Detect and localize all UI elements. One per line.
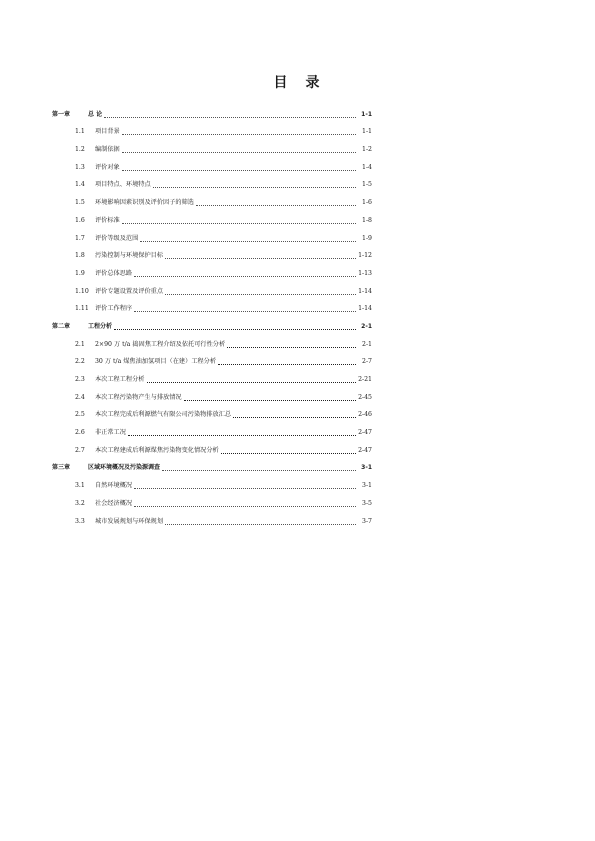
toc-entry-title: 评价标准 bbox=[95, 216, 120, 224]
toc-section-entry[interactable] bbox=[52, 472, 372, 490]
toc-entry-title: 城市发展规划与环保规划 bbox=[95, 517, 164, 525]
toc-section-entry[interactable] bbox=[52, 366, 372, 384]
toc-entry-page: 3-1 bbox=[362, 482, 372, 490]
toc-entry-page: 2-1 bbox=[361, 322, 372, 330]
toc-section-entry[interactable] bbox=[52, 225, 372, 243]
toc-section-entry[interactable] bbox=[52, 207, 372, 225]
toc-entry-title: 总 论 bbox=[88, 110, 103, 118]
toc-entry-number: 第二章 bbox=[52, 322, 71, 330]
toc-entry-number: 1.9 bbox=[75, 269, 85, 277]
toc-entry-title: 自然环境概况 bbox=[95, 482, 133, 490]
toc-entry-page: 2-46 bbox=[358, 411, 372, 419]
toc-section-entry[interactable] bbox=[52, 172, 372, 190]
toc-entry-title: 评价专题设置及评价重点 bbox=[95, 287, 164, 295]
toc-title bbox=[0, 72, 595, 92]
toc-entry-title: 项目背景 bbox=[95, 128, 120, 136]
toc-entry-number: 2.6 bbox=[75, 429, 85, 437]
toc-entry-page: 3-5 bbox=[362, 499, 372, 507]
toc-section-entry[interactable] bbox=[52, 490, 372, 508]
toc-entry-title: 2×90 万 t/a 捣固焦工程介绍及依托可行性分析 bbox=[95, 340, 226, 348]
toc-entry-title: 社会经济概况 bbox=[95, 499, 133, 507]
toc-entry-title: 评价总体思路 bbox=[95, 269, 133, 277]
toc-section-entry[interactable] bbox=[52, 189, 372, 207]
toc-entry-title: 项目特点、环境特点 bbox=[95, 181, 151, 189]
toc-entry-number: 2.1 bbox=[75, 340, 85, 348]
toc-entry-title: 区域环境概况及污染源调查 bbox=[88, 464, 161, 472]
dot-leader bbox=[134, 505, 356, 507]
dot-leader bbox=[134, 310, 356, 312]
toc-section-entry[interactable] bbox=[52, 119, 372, 137]
dot-leader bbox=[147, 381, 357, 383]
toc-entry-number: 1.2 bbox=[75, 146, 85, 154]
dot-leader bbox=[134, 275, 356, 277]
toc-entry-page: 3-1 bbox=[361, 464, 372, 472]
toc-entry-page: 1-1 bbox=[362, 128, 372, 136]
toc-entry-number: 1.11 bbox=[75, 305, 89, 313]
toc-entry-title: 本次工程工程分析 bbox=[95, 376, 145, 383]
toc-entry-title: 环境影响因素识别及评价因子的筛选 bbox=[95, 199, 194, 207]
toc-entry-title: 评价工作程序 bbox=[95, 305, 133, 313]
dot-leader bbox=[233, 416, 356, 418]
dot-leader bbox=[140, 240, 356, 242]
dot-leader bbox=[122, 222, 356, 224]
toc-chapter-entry[interactable] bbox=[52, 313, 372, 331]
toc-section-entry[interactable] bbox=[52, 331, 372, 349]
dot-leader bbox=[165, 293, 356, 295]
dot-leader bbox=[122, 169, 356, 171]
toc-entry-page: 1-1 bbox=[361, 110, 372, 118]
toc-section-entry[interactable] bbox=[52, 296, 372, 314]
dot-leader bbox=[165, 257, 356, 259]
toc-entry-title: 编制依据 bbox=[95, 146, 120, 154]
toc-entry-page: 1-13 bbox=[358, 269, 372, 277]
toc-entry-number: 3.3 bbox=[75, 517, 85, 525]
toc-entry-page: 2-47 bbox=[358, 446, 372, 454]
dot-leader bbox=[218, 363, 356, 365]
toc-chapter-entry[interactable] bbox=[52, 101, 372, 119]
toc-entry-number: 2.2 bbox=[75, 358, 85, 366]
dot-leader bbox=[122, 151, 356, 153]
toc-entry-title: 非正常工况 bbox=[95, 429, 126, 437]
toc-entry-page: 2-21 bbox=[358, 376, 372, 383]
toc-entry-number: 1.8 bbox=[75, 252, 85, 260]
toc-section-entry[interactable] bbox=[52, 437, 372, 455]
toc-entry-number: 1.3 bbox=[75, 163, 85, 171]
toc-entry-number: 第三章 bbox=[52, 464, 71, 472]
dot-leader bbox=[134, 487, 356, 489]
dot-leader bbox=[221, 452, 356, 454]
toc-entry-number: 1.6 bbox=[75, 216, 85, 224]
toc-section-entry[interactable] bbox=[52, 349, 372, 367]
toc-entry-page: 1-12 bbox=[358, 252, 372, 260]
toc-entry-title: 污染控制与环境保护目标 bbox=[95, 252, 164, 260]
dot-leader bbox=[165, 523, 356, 525]
toc-section-entry[interactable] bbox=[52, 402, 372, 420]
toc-entry-number: 2.3 bbox=[75, 376, 85, 383]
toc-entry-page: 1-14 bbox=[358, 287, 372, 295]
toc-entry-number: 1.5 bbox=[75, 199, 85, 207]
dot-leader bbox=[114, 328, 356, 330]
dot-leader bbox=[162, 469, 356, 471]
toc-entry-page: 1-9 bbox=[362, 234, 372, 242]
toc-entry-number: 1.7 bbox=[75, 234, 85, 242]
toc-section-entry[interactable] bbox=[52, 154, 372, 172]
toc-entry-number: 1.10 bbox=[75, 287, 89, 295]
toc-section-entry[interactable] bbox=[52, 419, 372, 437]
toc-section-entry[interactable] bbox=[52, 278, 372, 296]
toc-entry-page: 1-5 bbox=[362, 181, 372, 189]
table-of-contents bbox=[52, 101, 372, 526]
toc-entry-page: 2-47 bbox=[358, 429, 372, 437]
toc-entry-number: 3.1 bbox=[75, 482, 85, 490]
dot-leader bbox=[104, 116, 356, 118]
toc-chapter-entry[interactable] bbox=[52, 455, 372, 473]
dot-leader bbox=[227, 346, 356, 348]
toc-entry-number: 2.5 bbox=[75, 411, 85, 419]
toc-entry-page: 3-7 bbox=[362, 517, 372, 525]
toc-entry-page: 1-14 bbox=[358, 305, 372, 313]
toc-entry-number: 第一章 bbox=[52, 110, 71, 118]
toc-entry-title: 本次工程完成后利源燃气有限公司污染物排放汇总 bbox=[95, 411, 232, 419]
toc-entry-title: 本次工程污染物产生与排放情况 bbox=[95, 393, 182, 401]
toc-title-char-2: 录 bbox=[305, 75, 322, 91]
toc-entry-number: 2.4 bbox=[75, 393, 85, 401]
toc-section-entry[interactable] bbox=[52, 243, 372, 261]
toc-entry-title: 工程分析 bbox=[88, 322, 113, 330]
toc-title-char-1: 目 bbox=[273, 75, 290, 91]
toc-entry-page: 1-4 bbox=[362, 163, 372, 171]
toc-section-entry[interactable] bbox=[52, 136, 372, 154]
toc-section-entry[interactable] bbox=[52, 508, 372, 526]
toc-entry-title: 评价对象 bbox=[95, 163, 120, 171]
toc-entry-page: 2-45 bbox=[358, 393, 372, 401]
toc-entry-number: 2.7 bbox=[75, 446, 85, 454]
dot-leader bbox=[153, 186, 356, 188]
toc-entry-page: 1-6 bbox=[362, 199, 372, 207]
toc-entry-number: 3.2 bbox=[75, 499, 85, 507]
toc-entry-number: 1.1 bbox=[75, 128, 85, 136]
toc-entry-page: 2-1 bbox=[362, 340, 372, 348]
toc-entry-page: 1-2 bbox=[362, 146, 372, 154]
toc-entry-page: 2-7 bbox=[362, 358, 372, 366]
toc-entry-title: 评价等级及范围 bbox=[95, 234, 139, 242]
toc-entry-page: 1-8 bbox=[362, 216, 372, 224]
toc-section-entry[interactable] bbox=[52, 384, 372, 402]
dot-leader bbox=[122, 133, 356, 135]
dot-leader bbox=[128, 434, 356, 436]
toc-entry-title: 本次工程建成后利源煤焦污染物变化情况分析 bbox=[95, 446, 219, 454]
dot-leader bbox=[184, 399, 356, 401]
toc-entry-title: 30 万 t/a 煤焦油加氢项目（在建）工程分析 bbox=[95, 358, 217, 366]
toc-entry-number: 1.4 bbox=[75, 181, 85, 189]
dot-leader bbox=[196, 204, 356, 206]
toc-section-entry[interactable] bbox=[52, 260, 372, 278]
